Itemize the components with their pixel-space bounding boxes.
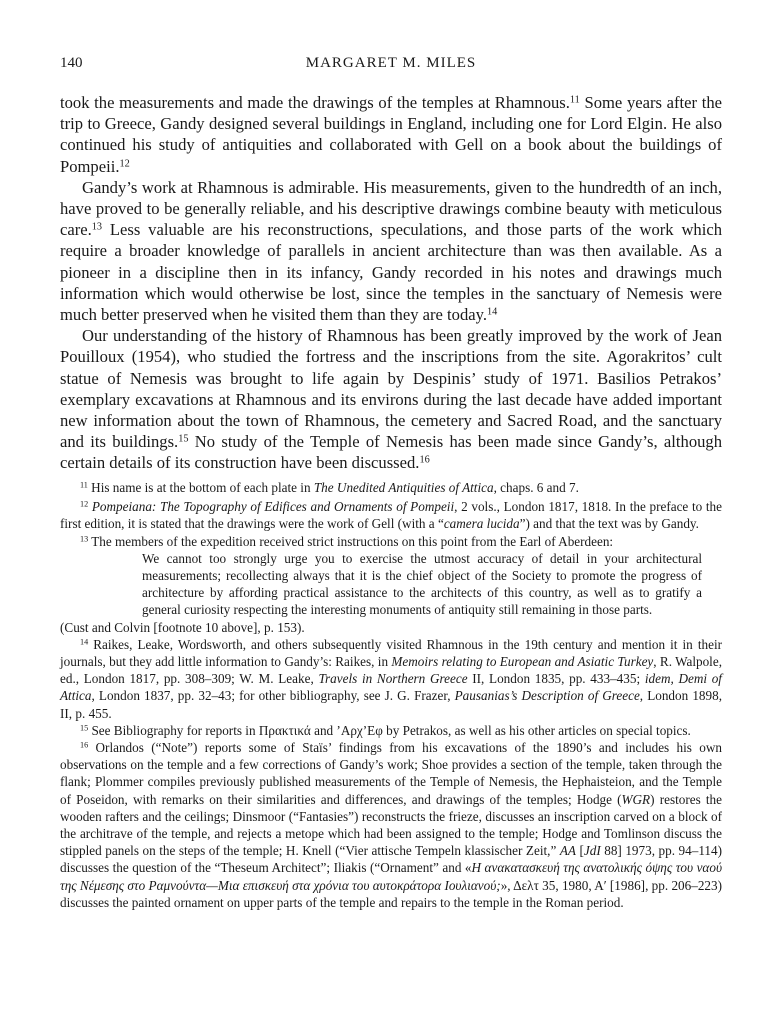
- footnote-13: $^{13}$ The members of the expedition received strict instructions on this point from the Earl of Aberdeen:: [80, 533, 614, 549]
- main-text: [60, 92, 722, 474]
- footnotes: [60, 479, 722, 911]
- footnote-12: $^{12}$ Pompeiana: The Topography of Edifices and Ornaments of Pompeii, 2 vols., London 1817, 1818. In the preface to the first edition, it is stated that the drawings were the work of Gell (with a “camera lucida”) and that the text was by Gandy.: [60, 499, 722, 532]
- footnote-16: $^{16}$ Orlandos (“Note”) reports some of Staïs’ findings from his excavations of the 1890’s and includes his own observations on the temple and a few corrections of Gandy’s work; Shoe provides a section of the temple, taken through the flank; Plommer compiles previously published measurements of the Temple of Nemesis, the Hephaisteion, and the Temple of Poseidon, with remarks on their similarities and differences, and drawings of the temples; Hodge (WGR) restores the wooden rafters and the ceilings; Dinsmoor (“Fantasies”) reconstructs the frieze, discusses an inscription carved on a block of the architrave of the temple, and rejects a metope which had been assigned to the temple; Hodge and Tomlinson discuss the stippled panels on the steps of the temple; H. Knell (“Vier attische Tempeln klassischer Zeit,” AA [JdI 88] 1973, pp. 94–114) discusses the question of the “Theseum Architect”; Iliakis (“Ornament” and «Η ανακατασκευή της ανατολικής όψης του ναού της Νέμεσης στο Ραμνούντα—Μια επισκευή στα χρόνια του αυτοκράτορα Ιουλιανού;», Δελτ 35, 1980, Α′ [1986], pp. 206–223) discusses the painted ornament on upper parts of the temple and repairs to the temple in the Roman period.: [60, 740, 723, 910]
- footnote-ref-12[interactable]: 12: [119, 157, 130, 169]
- footnote-ref-15[interactable]: 15: [178, 433, 189, 445]
- paragraph-2: Gandy’s work at Rhamnous is admirable. His measurements, given to the hundredth of an inch, have proved to be generally reliable, and his descriptive drawings combine beauty with meticulous care.$^{13}$ Less valuable are his reconstructions, speculations, and those parts of the work which require a broader knowledge of parallels in ancient architecture than was then available. As a pioneer in a discipline then in its infancy, Gandy recorded in his notes and drawings much information which would otherwise be lost, since the temples in the sanctuary of Nemesis were much better preserved when he visited them than they are today.$^{14}$: [60, 177, 722, 325]
- footnote-15: $^{15}$ See Bibliography for reports in Πρακτικά and ’Αρχ’Εφ by Petrakos, as well as his other articles on special topics.: [80, 722, 691, 738]
- running-head-author: MARGARET M. MILES: [305, 55, 477, 71]
- footnote-14: $^{14}$ Raikes, Leake, Wordsworth, and others subsequently visited Rhamnous in the 19th century and mention it in their journals, but they add little information to Gandy’s: Raikes, in Memoirs relating to European and Asiatic Turkey, R. Walpole, ed., London 1817, pp. 308–309; W. M. Leake, Travels in Northern Greece II, London 1835, pp. 433–435; idem, Demi of Attica, London 1837, pp. 32–43; for other bibliography, see J. G. Frazer, Pausanias’s Description of Greece, London 1898, II, p. 455.: [60, 636, 723, 721]
- footnote-ref-11[interactable]: 11: [569, 94, 580, 106]
- paragraph-1: took the measurements and made the drawings of the temples at Rhamnous.$^{11}$ Some years after the trip to Greece, Gandy designed several buildings in England, including one for Lord Elgin. He also continued his study of antiquities and collaborated with Gell on a book about the buildings of Pompeii.$^{12}$: [60, 93, 722, 176]
- footnote-ref-13[interactable]: 13: [91, 221, 103, 233]
- running-header: [60, 55, 722, 79]
- page-number: 140: [60, 55, 83, 71]
- footnote-ref-14[interactable]: 14: [486, 306, 498, 318]
- footnote-13-citation: (Cust and Colvin [footnote 10 above], p. 153).: [60, 619, 305, 635]
- footnote-11: $^{11}$ His name is at the bottom of each plate in The Unedited Antiquities of Attica, chaps. 6 and 7.: [80, 480, 579, 495]
- footnote-ref-16[interactable]: 16: [419, 454, 430, 466]
- paragraph-3: Our understanding of the history of Rhamnous has been greatly improved by the work of Jean Pouilloux (1954), who studied the fortress and the inscriptions from the site. Agorakritos’ cult statue of Nemesis was brought to life again by Despinis’ study of 1971. Basilios Petrakos’ exemplary excavations at Rhamnous and its environs during the last decade have added important new information about the town of Rhamnous, the cemetery and Sacred Road, and the sanctuary and its buildings.$^{15}$ No study of the Temple of Nemesis has been made since Gandy’s, although certain details of its construction have been discussed.$^{16}$: [60, 326, 723, 473]
- footnote-13-quote: We cannot too strongly urge you to exercise the utmost accuracy of detail in your architectural measurements; recollecting always that it is the chief object of the Society to promote the progress of architecture by affording practical assistance to the architects of this country, as well as to gratify a general curiosity respecting the interesting monuments of antiquity still remaining in those parts.: [142, 550, 702, 618]
